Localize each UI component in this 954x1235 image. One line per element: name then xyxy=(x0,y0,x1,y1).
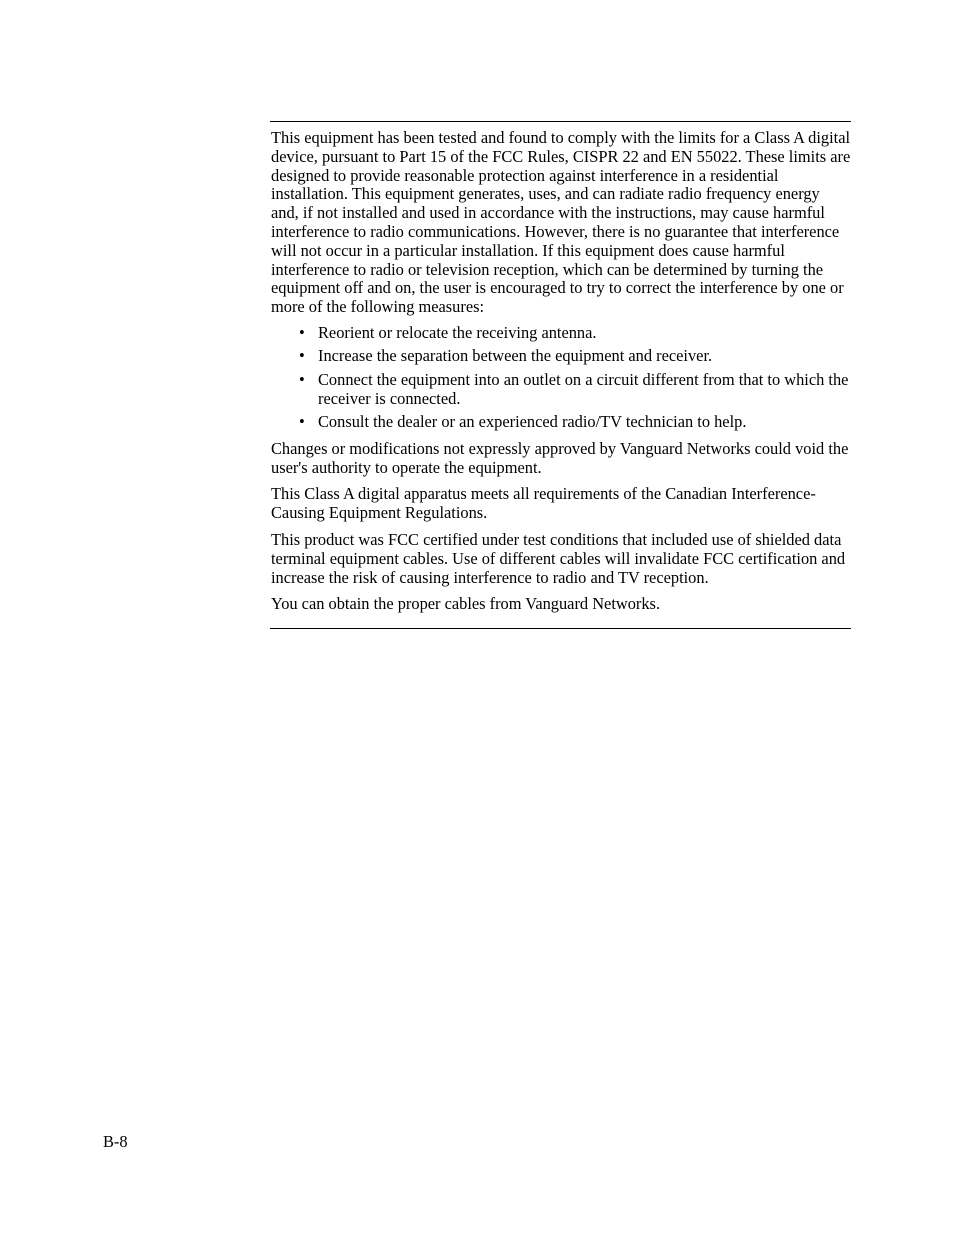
list-item xyxy=(271,413,851,432)
bullet-icon: • xyxy=(299,411,305,431)
obtain-cables-paragraph: You can obtain the proper cables from Vanguard Networks. xyxy=(271,594,661,614)
top-rule xyxy=(270,121,851,122)
measure-text: Increase the separation between the equipment and receiver. xyxy=(318,346,713,366)
page-number: B-8 xyxy=(103,1132,128,1151)
changes-paragraph: Changes or modifications not expressly approved by Vanguard Networks could void the user's authority to operate the equipment. xyxy=(271,438,849,477)
measure-text: Consult the dealer or an experienced radio/TV technician to help. xyxy=(318,411,747,431)
bullet-icon: • xyxy=(299,322,305,342)
intro-paragraph: This equipment has been tested and found to comply with the limits for a Class A digital device, pursuant to Part 15 of the FCC Rules, CISPR 22 and EN 55022. These limits are designed to provide reasonable protection against interference in a residential installation. This equipment generates, uses, and can radiate radio frequency energy and, if not installed and used in accordance with the instructions, may cause harmful interference to radio communications. However, there is no guarantee that interference will not occur in a particular installation. If this equipment does cause harmful interference to radio or television reception, which can be determined by turning the equipment off and on, the user is encouraged to try to correct the interference by one or more of the following measures: xyxy=(271,128,851,317)
measures-list xyxy=(271,324,851,432)
bullet-icon: • xyxy=(299,346,305,366)
measure-text: Reorient or relocate the receiving antenna. xyxy=(318,322,597,342)
bottom-rule xyxy=(270,628,851,629)
list-item xyxy=(271,347,851,366)
list-item xyxy=(271,371,851,409)
canadian-paragraph: This Class A digital apparatus meets all requirements of the Canadian Interference-Causing Equipment Regulations. xyxy=(271,484,816,523)
list-item xyxy=(271,324,851,343)
measure-text: Connect the equipment into an outlet on a circuit different from that to which the receiver is connected. xyxy=(318,369,849,408)
fcc-notice xyxy=(271,129,851,614)
bullet-icon: • xyxy=(299,369,305,389)
cables-paragraph: This product was FCC certified under test conditions that included use of shielded data terminal equipment cables. Use of different cables will invalidate FCC certification and increase the risk of causing interference to radio and TV reception. xyxy=(271,529,846,587)
